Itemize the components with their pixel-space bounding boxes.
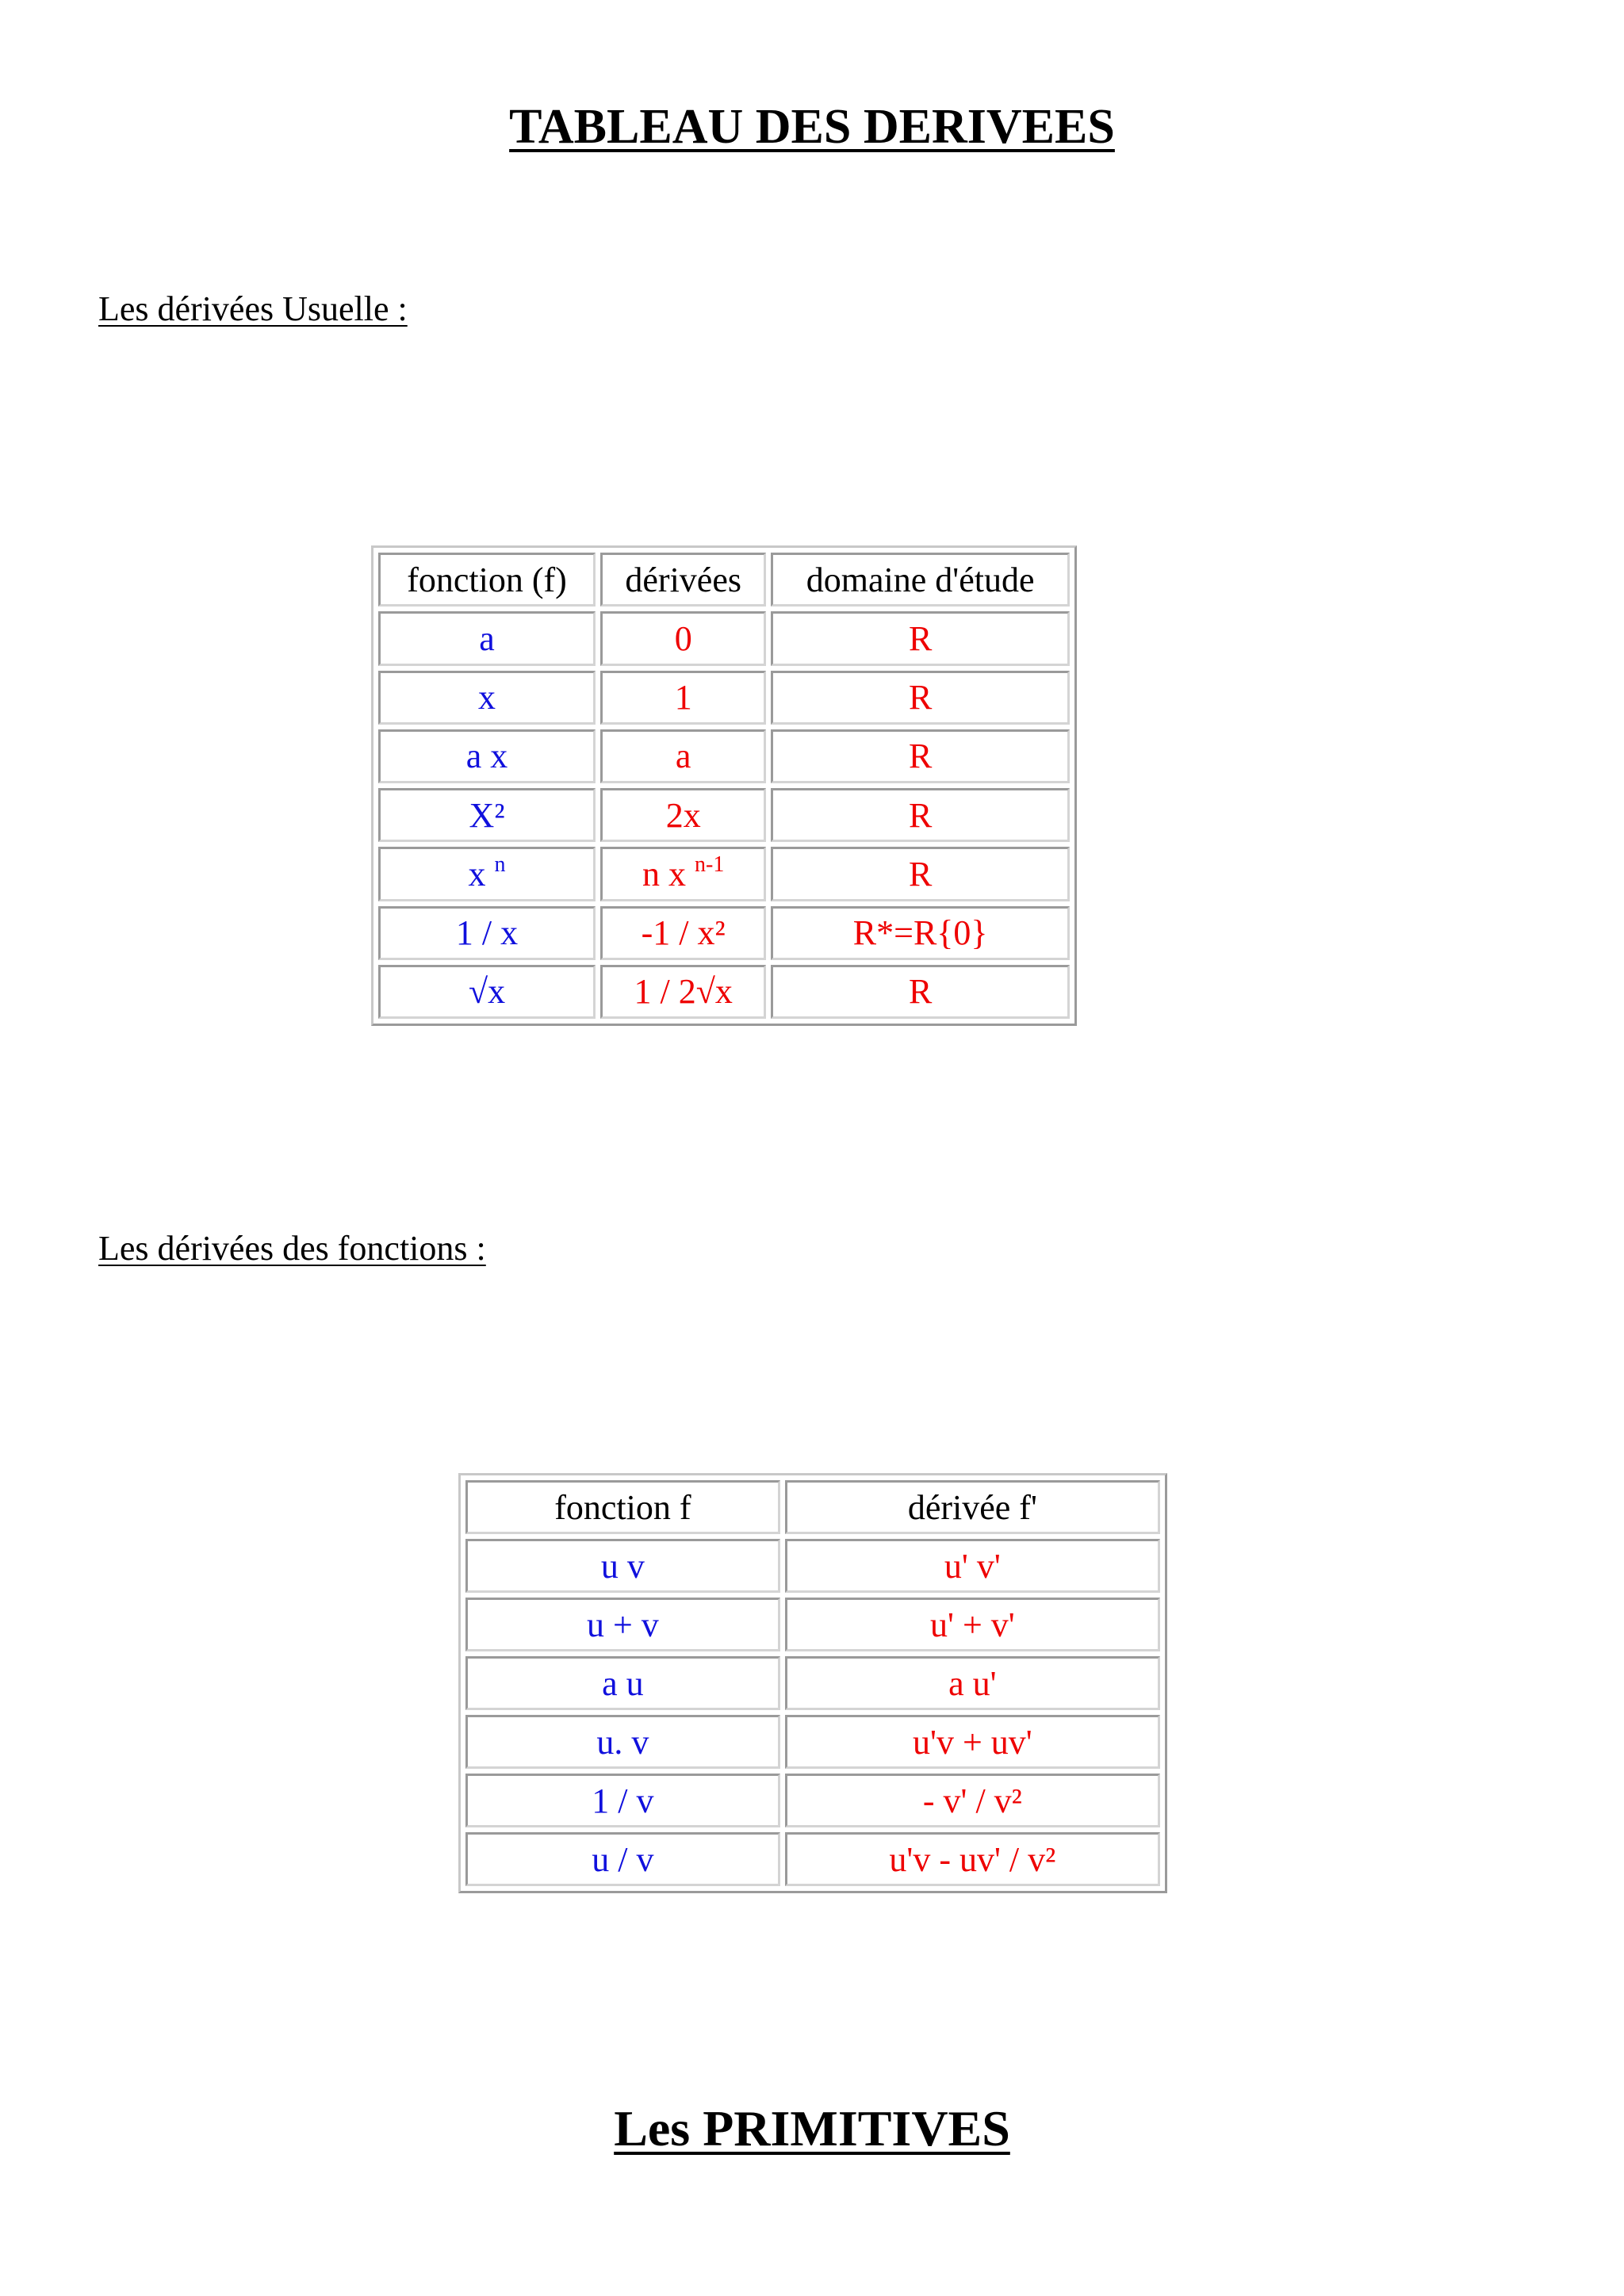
function-cell — [465, 1774, 780, 1827]
function-cell — [465, 1656, 780, 1710]
table-row — [378, 611, 1070, 665]
derivative-cell — [785, 1774, 1160, 1827]
domain-cell-text: R — [908, 795, 933, 835]
derivative-cell — [600, 729, 766, 783]
derivative-cell — [600, 847, 766, 901]
table-row — [465, 1832, 1160, 1886]
function-cell — [378, 788, 596, 842]
function-cell-text: u v — [600, 1546, 645, 1586]
domain-cell-text: R*=R{0} — [852, 913, 988, 953]
table-row — [465, 1715, 1160, 1769]
primitives-title: Les PRIMITIVES — [614, 2100, 1010, 2156]
derivative-cell — [600, 965, 766, 1019]
function-cell-text: X² — [469, 795, 505, 835]
function-cell — [378, 611, 596, 665]
table-row — [378, 847, 1070, 901]
header-domain: domaine d'étude — [771, 553, 1070, 607]
function-cell-text: 1 / x — [455, 913, 519, 953]
domain-cell-text: R — [908, 854, 933, 894]
derivative-exponent: n-1 — [695, 851, 725, 877]
table-row — [465, 1656, 1160, 1710]
function-cell-text: a x — [465, 737, 508, 776]
domain-cell — [771, 671, 1070, 725]
derivative-cell — [600, 906, 766, 960]
derivative-cell — [600, 611, 766, 665]
domain-cell — [771, 847, 1070, 901]
header-derivative: dérivée f' — [785, 1480, 1160, 1534]
domain-cell-text: R — [908, 678, 933, 718]
function-cell-text: u / v — [592, 1839, 654, 1879]
function-cell-text: u. v — [596, 1722, 649, 1762]
usual-derivatives-table — [371, 545, 1077, 1026]
header-function: fonction f — [465, 1480, 780, 1534]
domain-cell-text: R — [908, 972, 933, 1012]
domain-cell — [771, 611, 1070, 665]
function-cell — [378, 671, 596, 725]
table-row — [465, 1539, 1160, 1593]
function-cell — [465, 1715, 780, 1769]
derivative-cell-text: - v' / v² — [922, 1781, 1022, 1820]
function-cell — [465, 1598, 780, 1651]
table-row — [378, 906, 1070, 960]
function-cell — [465, 1539, 780, 1593]
derivative-cell-text: 0 — [674, 618, 692, 658]
derivative-cell-text: u' + v' — [930, 1605, 1015, 1644]
function-cell — [378, 847, 596, 901]
derivative-cell-text: -1 / x² — [641, 913, 726, 953]
header-function: fonction (f) — [378, 553, 596, 607]
derivative-cell — [785, 1715, 1160, 1769]
table-row — [378, 671, 1070, 725]
derivative-cell-text: 2x — [665, 795, 701, 835]
derivative-cell-text: u' v' — [944, 1546, 1001, 1586]
function-cell-text: u + v — [586, 1605, 659, 1644]
domain-cell-text: R — [908, 618, 933, 658]
domain-cell — [771, 729, 1070, 783]
domain-cell — [771, 788, 1070, 842]
derivative-cell-text: 1 / 2√x — [634, 972, 733, 1012]
domain-cell — [771, 906, 1070, 960]
function-cell-text: 1 / v — [592, 1781, 654, 1820]
derivative-cell — [785, 1832, 1160, 1886]
table-header-row — [378, 553, 1070, 607]
function-exponent: n — [494, 851, 506, 877]
function-cell — [378, 729, 596, 783]
derivative-cell — [600, 671, 766, 725]
function-cell — [465, 1832, 780, 1886]
derivative-cell-text: n x — [642, 854, 695, 894]
function-cell-text: x — [468, 854, 495, 894]
derivative-cell — [600, 788, 766, 842]
function-cell-text: a — [479, 618, 495, 658]
domain-cell-text: R — [908, 737, 933, 776]
table-row — [465, 1598, 1160, 1651]
derivative-cell — [785, 1598, 1160, 1651]
derivative-cell-text: 1 — [674, 678, 692, 718]
function-cell-text: a u — [602, 1663, 644, 1703]
domain-cell — [771, 965, 1070, 1019]
table-row — [465, 1774, 1160, 1827]
function-cell — [378, 906, 596, 960]
function-cell-text: x — [478, 678, 496, 718]
derivative-cell — [785, 1539, 1160, 1593]
derivative-cell — [785, 1656, 1160, 1710]
section-heading-fonctions: Les dérivées des fonctions : — [98, 1229, 486, 1268]
header-derivative: dérivées — [600, 553, 766, 607]
derivative-cell-text: a u' — [948, 1663, 997, 1703]
page-title: TABLEAU DES DERIVEES — [509, 100, 1115, 154]
derivative-cell-text: a — [675, 737, 691, 776]
function-cell-text: √x — [468, 972, 506, 1012]
table-header-row — [465, 1480, 1160, 1534]
derivative-cell-text: u'v - uv' / v² — [889, 1839, 1056, 1879]
function-cell — [378, 965, 596, 1019]
table-row — [378, 729, 1070, 783]
table-row — [378, 788, 1070, 842]
derivative-cell-text: u'v + uv' — [913, 1722, 1032, 1762]
table-row — [378, 965, 1070, 1019]
section-heading-usuelle: Les dérivées Usuelle : — [98, 289, 408, 328]
function-derivatives-table — [458, 1473, 1167, 1893]
